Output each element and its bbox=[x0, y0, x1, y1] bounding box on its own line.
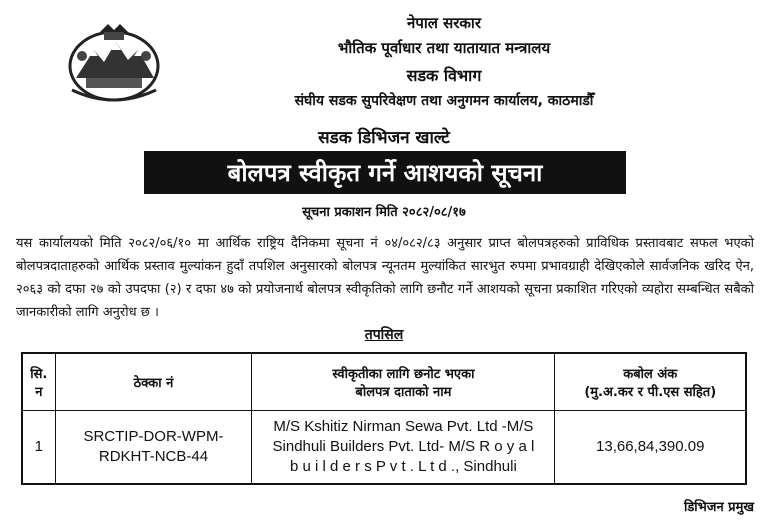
bidder-line2: Sindhuli Builders Pvt. Ltd- M/S R o y a l bbox=[272, 438, 535, 455]
header-bidder bbox=[252, 353, 555, 411]
header-bidder-line1: स्वीकृतीका लागि छनोट भएका bbox=[332, 367, 475, 382]
header-serial-line1: सि. bbox=[30, 367, 48, 382]
header-amount bbox=[555, 353, 746, 411]
header-government: नेपाल सरकार bbox=[407, 14, 481, 32]
contract-no-line1: SRCTIP-DOR-WPM- bbox=[83, 428, 224, 445]
details-heading: तपसिल bbox=[364, 327, 404, 343]
header-amount-line1: कबोल अंक bbox=[623, 367, 678, 382]
header-serial bbox=[22, 353, 55, 411]
signature-title: डिभिजन प्रमुख bbox=[683, 500, 754, 515]
bidder-line1: M/S Kshitiz Nirman Sewa Pvt. Ltd -M/S bbox=[273, 418, 534, 435]
table-row bbox=[22, 411, 746, 485]
notice-paragraph: यस कार्यालयको मिति २०८२/०६/१० मा आर्थिक राष्ट्रिय दैनिकमा सूचना नं ०४/०८२/८३ अनुसार प्राप्त बोलपत्रहरुको प्राविधिक प्रस्तावबाट सफल भएको बोलपत्रदाताहरुको आर्थिक प्रस्ताव मुल्यांकन हुदाँ तपशिल अनुसारको बोलपत्र न्यूनतम मुल्यांकित सारभुत रुपमा प्रभावग्राही देखिएकोले सार्वजनिक खरिद ऐन, २०६३ को दफा २७ को उपदफा (२) र दफा ४७ को प्रयोजनार्थ बोलपत्र स्वीकृतिको लागि छनौट गर्ने आशयको सूचना प्रकाशित गरिएको व्यहोरा सम्बन्धित सबैको जानकारीको लागि अनुरोध छ । bbox=[16, 236, 754, 320]
header-ministry: भौतिक पूर्वाधार तथा यातायात मन्त्रालय bbox=[337, 39, 551, 57]
header-division: सडक डिभिजन खाल्टे bbox=[318, 128, 450, 148]
contract-no-line2: RDKHT-NCB-44 bbox=[98, 448, 209, 465]
header-bidder-line2: बोलपत्र दाताको नाम bbox=[355, 385, 452, 400]
publish-date: सूचना प्रकाशन मिति २०८२/०८/१७ bbox=[302, 205, 466, 220]
cell-amount: 13,66,84,390.09 bbox=[555, 411, 746, 485]
bidder-line3: b u i l d e r s P v t . L t d ., Sindhuli bbox=[290, 458, 517, 475]
notice-title: बोलपत्र स्वीकृत गर्ने आशयको सूचना bbox=[227, 159, 543, 187]
table-header-row bbox=[22, 353, 746, 411]
notice-title-bar bbox=[144, 151, 626, 194]
header-contract-no: ठेक्का नं bbox=[55, 353, 252, 411]
cell-serial: 1 bbox=[22, 411, 55, 485]
header-department: सडक विभाग bbox=[406, 66, 482, 85]
header-office: संघीय सडक सुपरिवेक्षण तथा अनुगमन कार्यालय, काठमाडौँ bbox=[294, 93, 594, 109]
cell-contract-no bbox=[55, 411, 252, 485]
header-amount-line2: (मु.अ.कर र पी.एस सहित) bbox=[584, 385, 717, 400]
bid-table bbox=[21, 352, 747, 485]
header-serial-line2: न bbox=[35, 385, 43, 400]
cell-bidder bbox=[252, 411, 555, 485]
